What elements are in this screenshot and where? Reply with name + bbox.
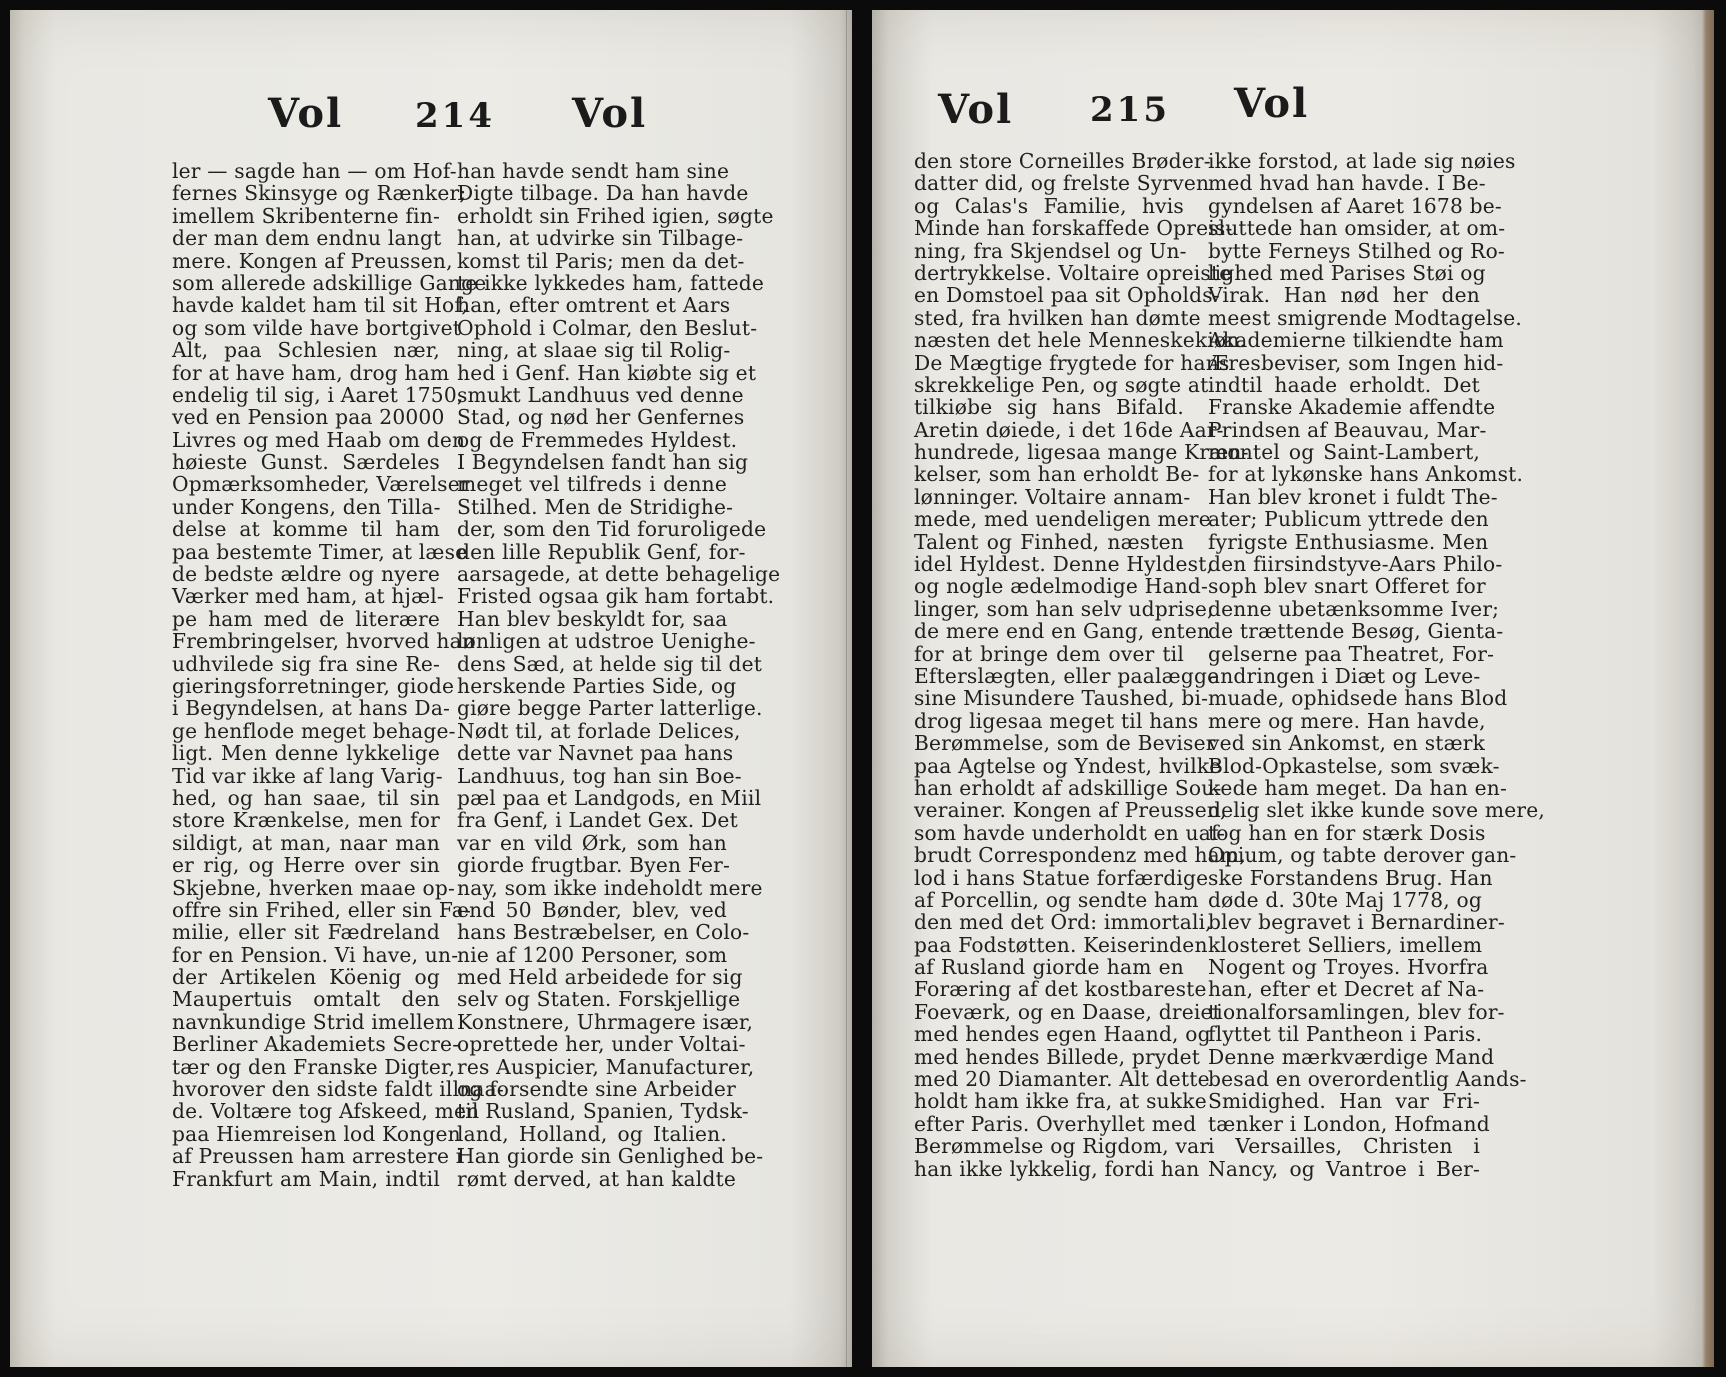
text-line: Nancy, og Vantroe i Ber-	[1208, 1156, 1480, 1181]
text-line: for at bringe dem over til	[914, 641, 1184, 666]
text-line: fernes Skinsyge og Rænker;	[172, 181, 467, 206]
text-line: meest smigrende Modtagelse.	[1208, 305, 1523, 330]
text-line: Minde han forskaffede Opreis-	[914, 216, 1233, 241]
text-line: der, som den Tid foruroligede	[457, 517, 767, 542]
text-line: Denne mærkværdige Mand	[1208, 1044, 1495, 1069]
text-line: Livres og med Haab om den	[172, 427, 466, 452]
text-line: Konstnere, Uhrmagere især,	[457, 1009, 754, 1034]
text-line: Akademierne tilkiendte ham	[1208, 328, 1504, 353]
text-line: ning, at slaae sig til Rolig-	[457, 338, 731, 363]
text-line: og som vilde have bortgivet	[172, 315, 462, 340]
right-page	[872, 10, 1714, 1367]
text-line: af Porcellin, og sendte ham	[914, 887, 1199, 912]
text-line: Værker med ham, at hjæl-	[172, 584, 444, 609]
text-line: for at lykønske hans Ankomst.	[1208, 462, 1524, 487]
text-line: for en Pension. Vi have, un-	[172, 942, 459, 967]
text-line: erholdt sin Frihed igien, søgte	[457, 203, 774, 228]
text-line: paa Agtelse og Yndest, hvilke	[914, 753, 1222, 778]
text-line: aarsagede, at dette behagelige	[457, 562, 781, 587]
text-line: gieringsforretninger, giode	[172, 673, 455, 698]
text-line: tilkiøbe sig hans Bifald.	[914, 395, 1184, 420]
text-line: Virak. Han nød her den	[1208, 283, 1480, 308]
text-line: Foræring af det kostbareste	[914, 977, 1207, 1002]
text-column-2	[457, 159, 781, 1191]
text-line: land, Holland, og Italien.	[457, 1121, 727, 1146]
text-line: med Held arbeidede for sig	[457, 965, 743, 990]
running-header-left: Vol	[268, 90, 344, 137]
text-line: mere. Kongen af Preussen,	[172, 248, 453, 273]
text-line: Berømmelse og Rigdom, var	[914, 1134, 1210, 1159]
text-line: giorde frugtbar. Byen Fer-	[457, 853, 730, 878]
text-line: Aretin døiede, i det 16de Aar-	[914, 417, 1224, 442]
text-line: med hvad han havde. I Be-	[1208, 171, 1486, 196]
text-line: muade, ophidsede hans Blod	[1208, 686, 1508, 711]
running-header-right: Vol	[1234, 80, 1310, 127]
text-line: Digte tilbage. Da han havde	[457, 181, 749, 206]
text-line: pæl paa et Landgods, en Miil	[457, 785, 762, 810]
text-line: sluttede han omsider, at om-	[1208, 216, 1506, 241]
text-line: flyttet til Pantheon i Paris.	[1208, 1022, 1483, 1047]
text-line: Talent og Finhed, næsten	[914, 529, 1184, 554]
text-line: dertrykkelse. Voltaire opreiste	[914, 260, 1232, 285]
text-line: Berømmelse, som de Beviser	[914, 731, 1216, 756]
text-line: ligt. Men denne lykkelige	[172, 741, 440, 766]
text-line: Prindsen af Beauvau, Mar-	[1208, 417, 1487, 442]
text-line: blev begravet i Bernardiner-	[1208, 910, 1505, 935]
text-line: under Kongens, den Tilla-	[172, 494, 441, 519]
text-line: de bedste ældre og nyere	[172, 562, 440, 587]
text-line: milie, eller sit Fædreland	[172, 920, 440, 945]
running-header-right: Vol	[572, 90, 648, 137]
text-line: med hendes Billede, prydet	[914, 1044, 1201, 1069]
text-line: Nødt til, at forlade Delices,	[457, 718, 741, 743]
text-line: endelig til sig, i Aaret 1750,	[172, 382, 464, 407]
text-line: fyrigste Enthusiasme. Men	[1208, 529, 1489, 554]
text-line: hans Bestræbelser, en Colo-	[457, 920, 750, 945]
text-line: Ophold i Colmar, den Beslut-	[457, 315, 758, 340]
text-line: gyndelsen af Aaret 1678 be-	[1208, 193, 1502, 218]
text-line: lønninger. Voltaire annam-	[914, 484, 1191, 509]
text-line: han, at udvirke sin Tilbage-	[457, 226, 744, 251]
text-line: ved sin Ankomst, en stærk	[1208, 731, 1486, 756]
left-page	[10, 10, 852, 1367]
text-line: til Rusland, Spanien, Tydsk-	[457, 1099, 749, 1124]
text-line: idel Hyldest. Denne Hyldest,	[914, 552, 1214, 577]
text-line: Stilhed. Men de Stridighe-	[457, 494, 734, 519]
text-line: hundrede, ligesaa mange Kræn-	[914, 440, 1249, 465]
text-line: udhvilede sig fra sine Re-	[172, 651, 440, 676]
text-line: dens Sæd, at helde sig til det	[457, 651, 763, 676]
text-line: brudt Correspondenz med ham,	[914, 843, 1246, 868]
text-line: I Begyndelsen fandt han sig	[457, 450, 749, 475]
text-line: efter Paris. Overhyllet med	[914, 1111, 1197, 1136]
text-line: ge henflode meget behage-	[172, 718, 456, 743]
text-line: Han blev beskyldt for, saa	[457, 606, 728, 631]
text-line: Han blev kronet i fuldt The-	[1208, 484, 1498, 509]
text-line: fra Genf, i Landet Gex. Det	[457, 808, 738, 833]
text-line: Stad, og nød her Genfernes	[457, 405, 745, 430]
text-line: han, efter omtrent et Aars	[457, 293, 731, 318]
text-line: Franske Akademie affendte	[1208, 395, 1496, 420]
text-line: skrekkelige Pen, og søgte at	[914, 372, 1209, 397]
text-line: og de Fremmedes Hyldest.	[457, 427, 738, 452]
text-line: ning, fra Skjendsel og Un-	[914, 238, 1187, 263]
text-line: oprettede her, under Voltai-	[457, 1032, 746, 1057]
text-line: lighed med Parises Støi og	[1208, 260, 1486, 285]
text-line: tænker i London, Hofmand	[1208, 1111, 1490, 1136]
text-line: og nogle ædelmodige Hand-	[914, 574, 1209, 599]
text-line: der Artikelen Köenig og	[172, 965, 440, 990]
text-line: indtil haade erholdt. Det	[1208, 372, 1480, 397]
page-number: 214	[415, 96, 495, 136]
text-line: Nogent og Troyes. Hvorfra	[1208, 955, 1489, 980]
text-line: Frembringelser, hvorved han	[172, 629, 476, 654]
text-line: store Krænkelse, men for	[172, 808, 440, 833]
text-line: paa Hiemreisen lod Kongen	[172, 1121, 461, 1146]
text-line: kede ham meget. Da han en-	[1208, 775, 1508, 800]
page-edge	[846, 10, 847, 1367]
text-line: montel og Saint-Lambert,	[1208, 440, 1480, 465]
text-line: delse at komme til ham	[172, 517, 440, 542]
text-line: res Auspicier, Manufacturer,	[457, 1054, 755, 1079]
text-line: næsten det hele Menneskekiøn.	[914, 328, 1247, 353]
text-line: sted, fra hvilken han dømte	[914, 305, 1201, 330]
text-line: linger, som han selv udprise;	[914, 596, 1215, 621]
text-line: Opium, og tabte derover gan-	[1208, 843, 1517, 868]
text-line: mede, med uendeligen mere	[914, 507, 1211, 532]
text-line: meget vel tilfreds i denne	[457, 472, 727, 497]
text-line: Æresbeviser, som Ingen hid-	[1208, 350, 1504, 375]
text-line: Blod-Opkastelse, som svæk-	[1208, 753, 1500, 778]
text-line: giøre begge Parter latterlige.	[457, 696, 763, 721]
text-line: rømt derved, at han kaldte	[457, 1166, 737, 1191]
text-line: gelserne paa Theatret, For-	[1208, 641, 1495, 666]
text-line: den fiirsindstyve-Aars Philo-	[1208, 552, 1503, 577]
text-line: døde d. 30te Maj 1778, og	[1208, 887, 1482, 912]
text-line: de mere end en Gang, enten	[914, 619, 1211, 644]
text-line: de. Voltære tog Afskeed, men	[172, 1099, 480, 1124]
text-line: denne ubetænksomme Iver;	[1208, 596, 1500, 621]
text-line: De Mægtige frygtede for hans	[914, 350, 1230, 375]
text-line: han ikke lykkelig, fordi han	[914, 1156, 1200, 1181]
text-line: de trættende Besøg, Gienta-	[1208, 619, 1504, 644]
text-line: som allerede adskillige Gange	[172, 270, 487, 295]
text-line: nay, som ikke indeholdt mere	[457, 875, 763, 900]
text-line: ater; Publicum yttrede den	[1208, 507, 1489, 532]
text-line: pe ham med de literære	[172, 606, 440, 631]
text-line: for at have ham, drog ham	[172, 360, 450, 385]
text-line: Landhuus, tog han sin Boe-	[457, 763, 742, 788]
text-line: Opmærksomheder, Værelser	[172, 472, 470, 497]
text-line: Efterslægten, eller paalægge	[914, 663, 1220, 688]
text-line: Alt, paa Schlesien nær,	[172, 338, 440, 363]
text-line: den med det Ord: immortali,	[914, 910, 1212, 935]
text-line: med 20 Diamanter. Alt dette	[914, 1067, 1210, 1092]
text-line: Skjebne, hverken maae op-	[172, 875, 456, 900]
text-line: offre sin Frihed, eller sin Fa-	[172, 897, 471, 922]
text-line: tog han en for stærk Dosis	[1208, 820, 1486, 845]
text-line: ved en Pension paa 20000	[172, 405, 445, 430]
text-line: hed, og han saae, til sin	[172, 785, 440, 810]
text-line: der man dem endnu langt	[172, 226, 442, 251]
text-line: Han giorde sin Genlighed be-	[457, 1144, 764, 1169]
text-line: end 50 Bønder, blev, ved	[457, 897, 727, 922]
text-line: te ikke lykkedes ham, fattede	[457, 270, 765, 295]
text-line: datter did, og frelste Syrven	[914, 171, 1210, 196]
text-line: den lille Republik Genf, for-	[457, 539, 746, 564]
text-line: Smidighed. Han var Fri-	[1208, 1089, 1480, 1114]
text-line: Foeværk, og en Daase, dreiet	[914, 999, 1221, 1024]
text-line: tionalforsamlingen, blev for-	[1208, 999, 1505, 1024]
text-line: tær og den Franske Digter,	[172, 1054, 456, 1079]
running-header-left: Vol	[938, 86, 1014, 133]
text-line: af Rusland giorde ham en	[914, 955, 1184, 980]
text-line: høieste Gunst. Særdeles	[172, 450, 440, 475]
text-line: herskende Parties Side, og	[457, 673, 737, 698]
text-line: Berliner Akademiets Secre-	[172, 1032, 460, 1057]
text-line: smukt Landhuus ved denne	[457, 382, 744, 407]
text-line: imellem Skribenterne fin-	[172, 203, 440, 228]
text-line: kelser, som han erholdt Be-	[914, 462, 1200, 487]
text-line: med hendes egen Haand, og	[914, 1022, 1211, 1047]
text-line: som havde underholdt en uaf-	[914, 820, 1225, 845]
text-line: lønligen at udstroe Uenighe-	[457, 629, 756, 654]
text-line: lod i hans Statue forfærdige	[914, 865, 1209, 890]
text-line: sine Misundere Taushed, bi-	[914, 686, 1209, 711]
text-line: klosteret Selliers, imellem	[1208, 932, 1483, 957]
text-line: Maupertuis omtalt den	[172, 987, 440, 1012]
text-line: holdt ham ikke fra, at sukke	[914, 1089, 1207, 1114]
text-line: mere og mere. Han havde,	[1208, 708, 1486, 733]
text-line: besad en overordentlig Aands-	[1208, 1067, 1527, 1092]
text-line: af Preussen ham arrestere i	[172, 1144, 463, 1169]
text-line: bytte Ferneys Stilhed og Ro-	[1208, 238, 1505, 263]
text-line: den store Corneilles Brøder-	[914, 149, 1211, 173]
text-line: delig slet ikke kunde sove mere,	[1208, 798, 1546, 823]
text-line: er rig, og Herre over sin	[172, 853, 440, 878]
text-line: andringen i Diæt og Leve-	[1208, 663, 1481, 688]
text-line: Frankfurt am Main, indtil	[172, 1166, 440, 1191]
text-column-1	[914, 149, 1249, 1181]
text-line: og Calas's Familie, hvis	[914, 193, 1184, 218]
text-line: han havde sendt ham sine	[457, 159, 730, 183]
text-line: en Domstoel paa sit Opholds-	[914, 283, 1220, 308]
text-line: drog ligesaa meget til hans	[914, 708, 1199, 733]
text-line: hed i Genf. Han kiøbte sig et	[457, 360, 757, 385]
text-line: soph blev snart Offeret for	[1208, 574, 1486, 599]
text-line: havde kaldet ham til sit Hof,	[172, 293, 468, 318]
page-number: 215	[1090, 90, 1170, 130]
text-line: hvorover den sidste faldt illnaa-	[172, 1077, 504, 1102]
text-line: paa bestemte Timer, at læse	[172, 539, 468, 564]
text-line: komst til Paris; men da det-	[457, 248, 745, 273]
text-line: paa Fodstøtten. Keiserinden	[914, 932, 1208, 957]
text-line: i Versailles, Christen i	[1208, 1134, 1480, 1159]
text-line: han erholdt af adskillige Sou-	[914, 775, 1222, 800]
text-line: ske Forstandens Brug. Han	[1208, 865, 1493, 890]
text-line: dette var Navnet paa hans	[457, 741, 734, 766]
text-column-1	[172, 159, 504, 1191]
text-line: ler — sagde han — om Hof-	[172, 159, 457, 183]
text-line: navnkundige Strid imellem	[172, 1009, 455, 1034]
text-line: verainer. Kongen af Preussen,	[914, 798, 1227, 823]
text-line: ikke forstod, at lade sig nøies	[1208, 149, 1516, 173]
text-line: han, efter et Decret af Na-	[1208, 977, 1485, 1002]
text-line: Fristed ogsaa gik ham fortabt.	[457, 584, 775, 609]
text-line: selv og Staten. Forskjellige	[457, 987, 741, 1012]
text-line: sildigt, at man, naar man	[172, 830, 440, 855]
text-line: i Begyndelsen, at hans Da-	[172, 696, 451, 721]
text-line: og forsendte sine Arbeider	[457, 1077, 736, 1102]
text-line: nie af 1200 Personer, som	[457, 942, 728, 967]
text-column-2	[1208, 149, 1546, 1181]
text-line: var en vild Ørk, som han	[457, 830, 727, 855]
text-line: Tid var ikke af lang Varig-	[172, 763, 443, 788]
